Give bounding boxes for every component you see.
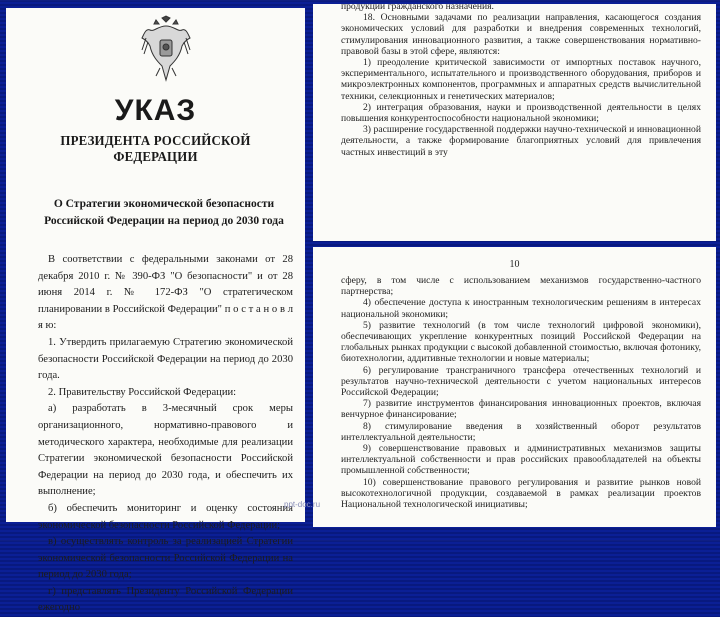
decree-body: [38, 252, 293, 617]
decree-page: [6, 8, 305, 614]
decree-paragraph: а) разработать в 3-месячный срок меры организационного, нормативно-правового и методического характера, необходимые для реализации Стратегии экономической безопасности Российской Федерации на период до 2030 года, и обеспечить их выполнение;: [38, 403, 293, 498]
strategy-paragraph: 5) развитие технологий (в том числе технологий цифровой экономики), обеспечивающих укрепление конкурентных позиций Российской Федерации на глобальных рынках продукции с высокой добавленной стоимостью, включая фотонику, биотехнологии, аддитивные технологии и новые материалы;: [341, 319, 701, 365]
decree-paragraph: 1. Утвердить прилагаемую Стратегию экономической безопасности Российской Федерации на период до 2030 года.: [38, 336, 293, 382]
strategy-page-bottom: [313, 247, 716, 527]
strategy-paragraph: 6) регулирование трансграничного трансфера отечественных технологий и результатов научно-технической деятельности с учетом национальных интересов Российской Федерации;: [341, 364, 701, 399]
decree-paragraph: б) обеспечить мониторинг и оценку состояния экономической безопасности Российской Федерации;: [38, 502, 293, 531]
strategy-text-top: [341, 1, 701, 158]
strategy-text-bottom: [341, 275, 701, 510]
coat-of-arms-icon: [140, 16, 192, 84]
decree-paragraph: 2. Правительству Российской Федерации:: [48, 386, 237, 398]
page-number: 10: [509, 259, 520, 270]
strategy-title-line-2: Российской Федерации на период до 2030 года: [44, 215, 284, 227]
strategy-page-top: [313, 1, 716, 241]
strategy-title-line-1: О Стратегии экономической безопасности: [53, 198, 275, 210]
watermark: ppt-doc.ru: [284, 500, 321, 509]
decree-paragraph: в) осуществлять контроль за реализацией Стратегии экономической безопасности Российской Федерации на период до 2030 года;: [38, 536, 293, 581]
strategy-paragraph: 4) обеспечение доступа к иностранным технологическим решениям в интересах национальной экономики;: [341, 297, 701, 320]
strategy-paragraph: 18. Основными задачами по реализации направления, касающегося создания экономических условий для разработки и внедрения современных технологий, стимулирования инновационного развития, а также совершенствования нормативно-правовой базы в этой сфере, являются:: [341, 12, 701, 57]
strategy-first-line: продукции гражданского назначения.: [341, 1, 494, 12]
decree-subtitle: ПРЕЗИДЕНТА РОССИЙСКОЙ ФЕДЕРАЦИИ: [60, 134, 251, 165]
strategy-paragraph: 10) совершенствование правового регулирования и развитие рынков новой высокотехнологичной продукции, создаваемой в рамках реализации проектов Национальной технологической инициативы;: [341, 476, 701, 511]
strategy-paragraph: 9) совершенствование правовых и административных механизмов защиты интеллектуальной собственности и прав российских правообладателей на объекты промышленной собственности;: [341, 443, 701, 477]
strategy-paragraph: 3) расширение государственной поддержки научно-технической и инновационной деятельности, а также формирование благоприятных условий для привлечения частных инвестиций в эту: [341, 124, 701, 158]
strategy-paragraph: 2) интеграция образования, науки и производственной деятельности в целях повышения конкурентоспособности национальной экономики;: [341, 101, 701, 125]
decree-paragraph: г) представлять Президенту Российской Федерации ежегодно: [38, 585, 293, 614]
strategy-paragraph: 8) стимулирование введения в хозяйственный оборот результатов интеллектуальной деятельности;: [341, 420, 701, 443]
strategy-paragraph: 1) преодоление критической зависимости от импортных поставок научного, экспериментального, испытательного и производственного оборудования, приборов и микроэлектронных компонентов, программных и аппаратных средств вычислительной техники, селекционных и генетических материалов;: [341, 57, 701, 102]
decree-paragraph: В соответствии с федеральными законами от 28 декабря 2010 г. № 390-ФЗ "О безопасности" и от 28 июня 2014 г. № 172-ФЗ "О стратегическом планировании в Российской Федерации" п о с т а н о в л я ю:: [38, 254, 293, 332]
decree-title: УКАЗ: [114, 94, 197, 127]
strategy-paragraph: 7) развитие инструментов финансирования инновационных проектов, включая венчурное финансирование;: [341, 398, 701, 421]
strategy-title: [44, 196, 284, 230]
strategy-first-line: сферу, в том числе с использованием механизмов государственно-частного партнерства;: [341, 275, 701, 298]
